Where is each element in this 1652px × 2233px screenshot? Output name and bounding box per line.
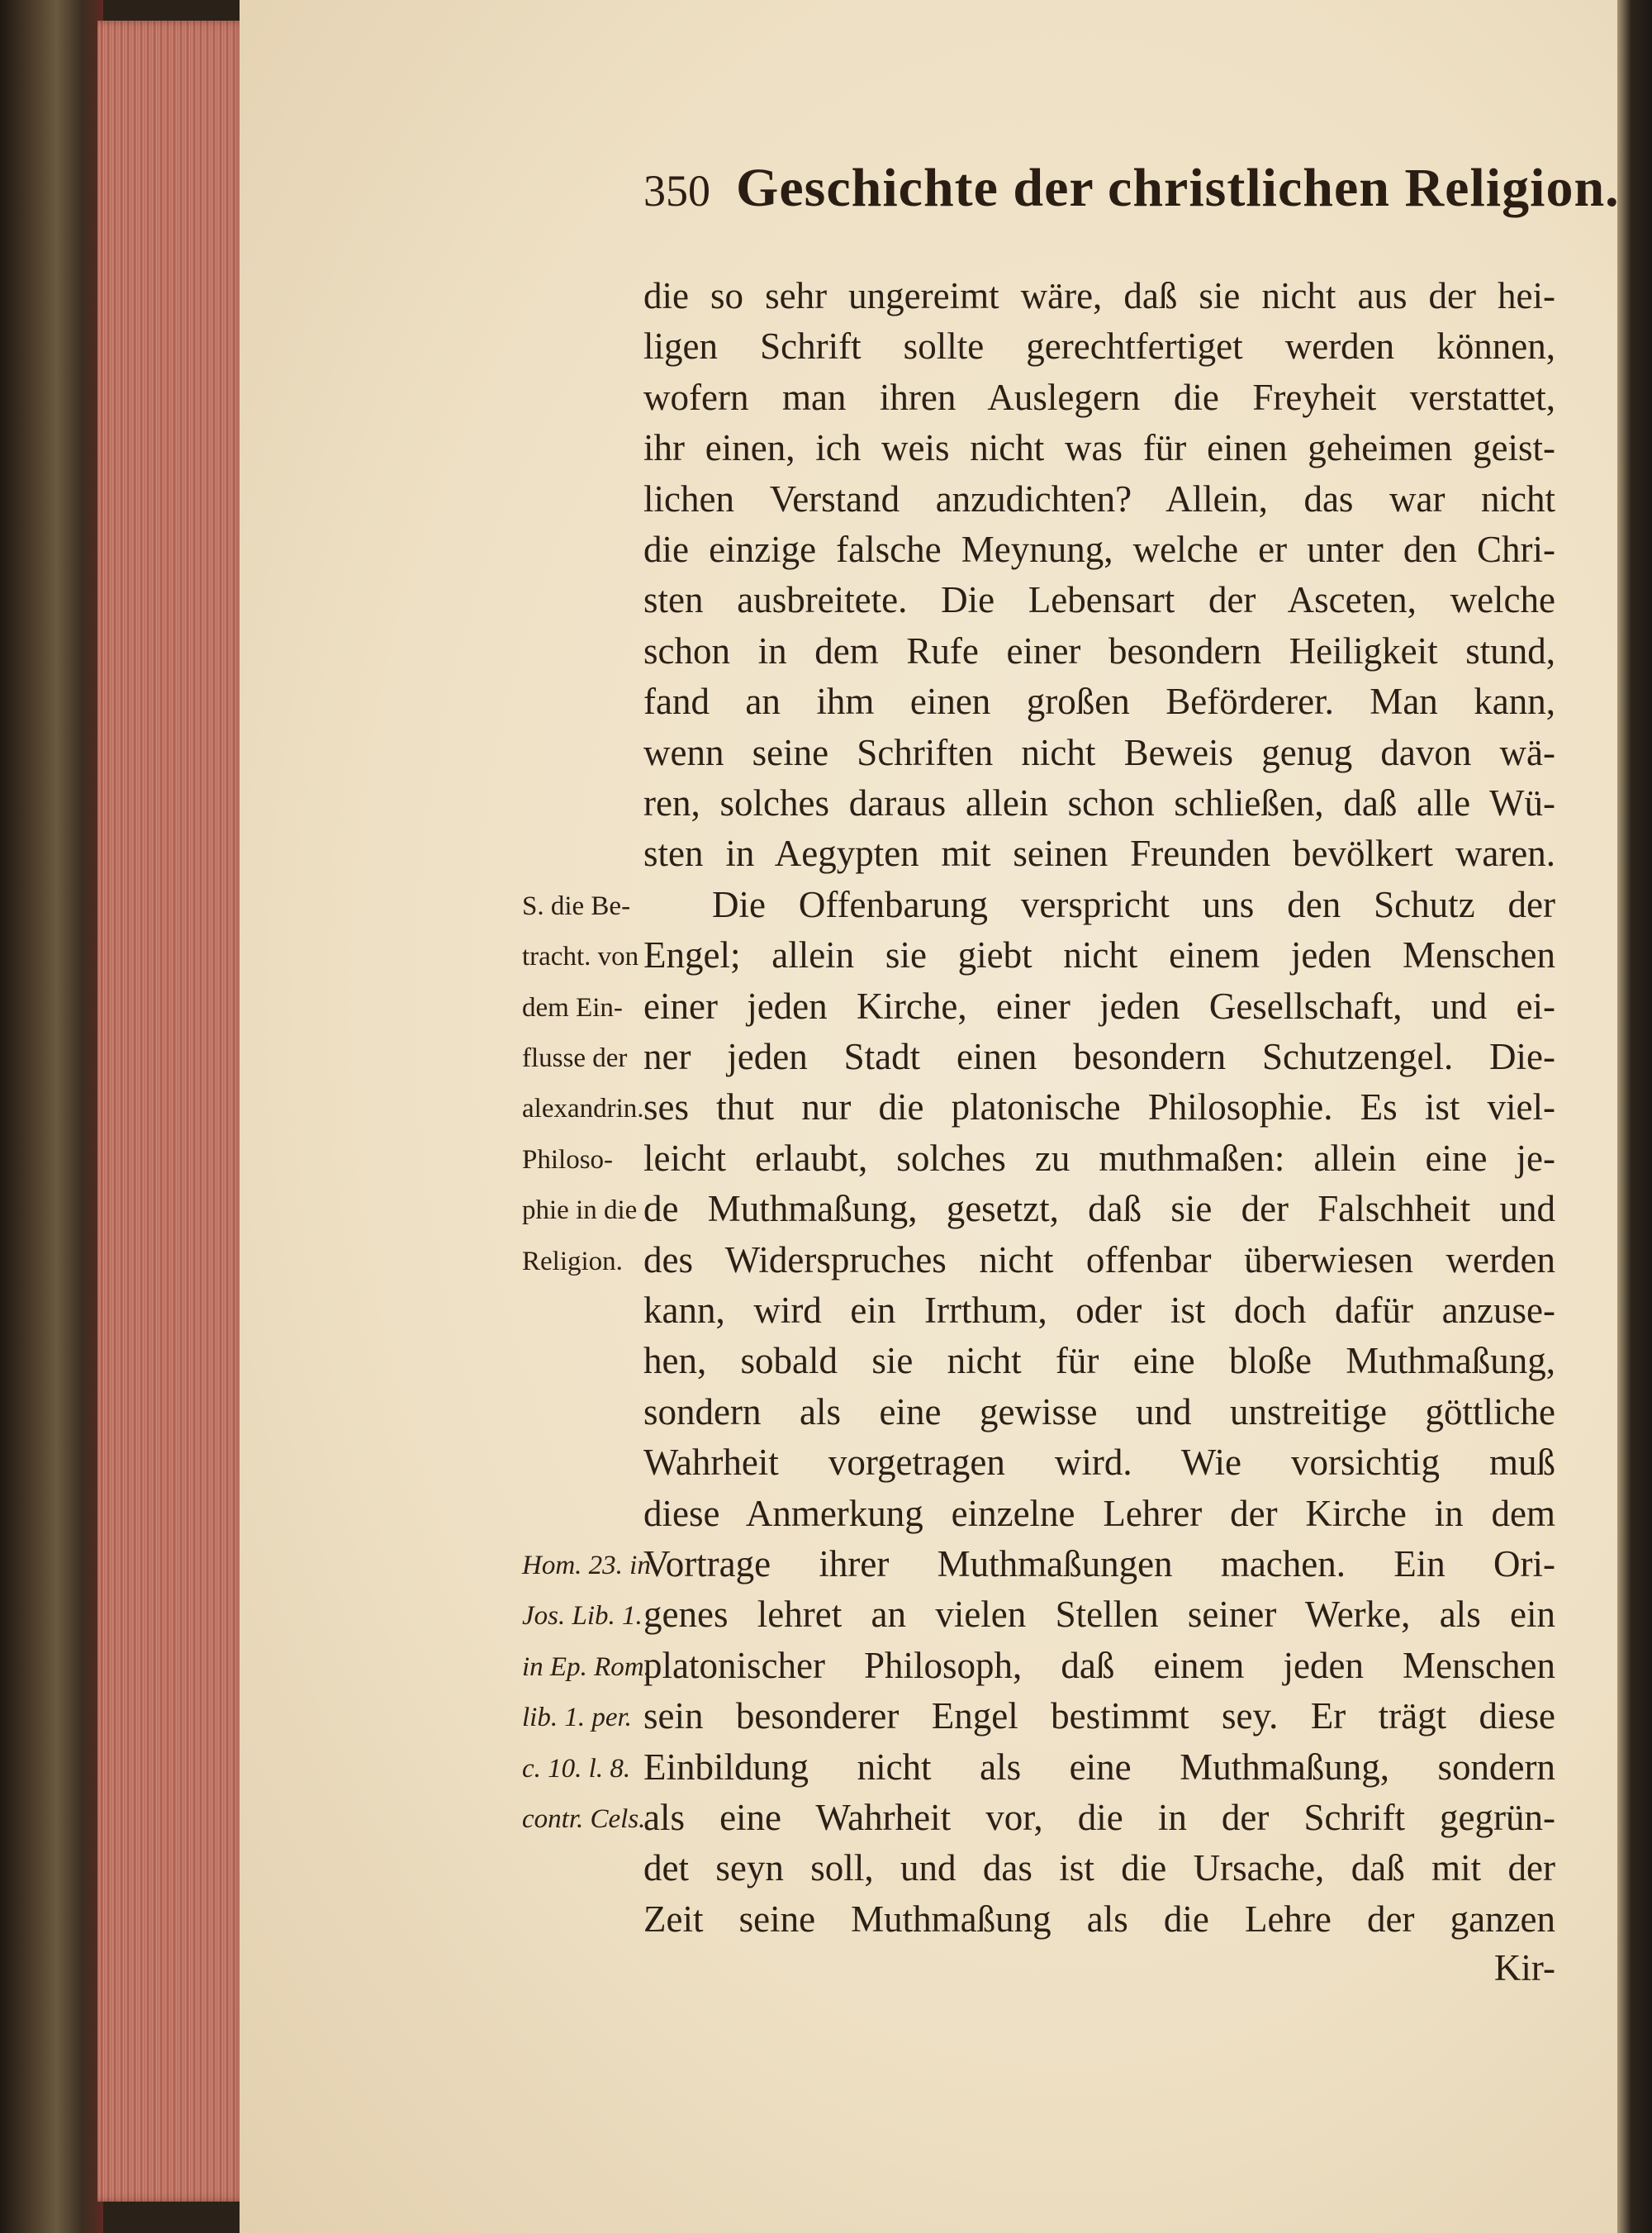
text-line: ligen Schrift sollte gerechtfertiget werden können, — [643, 325, 1555, 368]
text-line: ihr einen, ich weis nicht was für einen geheimen geist- — [643, 427, 1555, 469]
marginal-note-line: flusse der — [522, 1043, 628, 1073]
text-line: Zeit seine Muthmaßung als die Lehre der ganzen — [643, 1898, 1555, 1940]
catchword: Kir- — [1493, 1947, 1555, 1989]
text-line: diese Anmerkung einzelne Lehrer der Kirche in dem — [643, 1492, 1555, 1534]
marginal-note-line: dem Ein- — [522, 992, 623, 1023]
text-line: die einzige falsche Meynung, welche er unter den Chri- — [643, 529, 1555, 570]
text-line: einer jeden Kirche, einer jeden Gesellschaft, und ei- — [643, 985, 1555, 1027]
running-title: Geschichte der christlichen Religion. — [736, 158, 1620, 218]
text-line: ner jeden Stadt einen besondern Schutzengel. Die- — [643, 1036, 1555, 1077]
marginal-note-line: Religion. — [522, 1246, 623, 1276]
text-line: wofern man ihren Auslegern die Freyheit verstattet, — [643, 376, 1555, 418]
text-line: Engel; allein sie giebt nicht einem jeden Menschen — [643, 934, 1555, 976]
marginal-note-line: contr. Cels. — [522, 1804, 646, 1834]
marginal-note-line: S. die Be- — [522, 891, 631, 921]
text-line: genes lehret an vielen Stellen seiner Werke, als ein — [643, 1594, 1555, 1636]
facing-page-edge — [1617, 0, 1652, 2233]
text-line: wenn seine Schriften nicht Beweis genug davon wä- — [643, 731, 1555, 773]
marginal-note-line: Jos. Lib. 1. — [522, 1601, 643, 1632]
text-line: lichen Verstand anzudichten? Allein, das war nicht — [643, 477, 1555, 520]
page-fore-edge — [97, 21, 246, 2202]
text-line: ren, solches daraus allein schon schließen, daß alle Wü- — [643, 782, 1555, 824]
marginal-note-line: Philoso- — [522, 1144, 614, 1175]
text-line: sten in Aegypten mit seinen Freunden bevölkert waren. — [643, 833, 1555, 875]
text-line: schon in dem Rufe einer besondern Heiligkeit stund, — [643, 630, 1555, 672]
text-line: Die Offenbarung verspricht uns den Schutz der — [712, 883, 1555, 925]
text-line: platonischer Philosoph, daß einem jeden Menschen — [643, 1644, 1555, 1686]
text-line: sondern als eine gewisse und unstreitige göttliche — [643, 1390, 1555, 1432]
text-line: de Muthmaßung, gesetzt, daß sie der Falschheit und — [643, 1188, 1555, 1230]
text-line: Einbildung nicht als eine Muthmaßung, sondern — [643, 1746, 1555, 1788]
text-line: Wahrheit vorgetragen wird. Wie vorsichtig muß — [643, 1442, 1555, 1484]
text-line: als eine Wahrheit vor, die in der Schrift gegrün- — [643, 1797, 1555, 1838]
text-line: leicht erlaubt, solches zu muthmaßen: allein eine je- — [643, 1137, 1555, 1179]
text-line: sten ausbreitete. Die Lebensart der Asceten, welche — [643, 579, 1555, 621]
text-line: kann, wird ein Irrthum, oder ist doch dafür anzuse- — [643, 1290, 1555, 1331]
marginal-note-line: Hom. 23. in — [522, 1551, 651, 1580]
marginal-note-line: tracht. von — [522, 942, 639, 972]
text-line: die so sehr ungereimt wäre, daß sie nicht aus der hei- — [643, 275, 1555, 316]
page-header — [643, 157, 1620, 223]
text-line: det seyn soll, und das ist die Ursache, daß mit der — [643, 1847, 1555, 1889]
text-line: sein besonderer Engel bestimmt sey. Er trägt diese — [643, 1695, 1555, 1737]
text-line: des Widerspruches nicht offenbar überwiesen werden — [643, 1238, 1555, 1280]
text-line: ses thut nur die platonische Philosophie. Es ist viel- — [643, 1086, 1555, 1128]
book-cover-leather — [0, 0, 103, 2233]
text-line: hen, sobald sie nicht für eine bloße Muthmaßung, — [643, 1340, 1555, 1382]
marginal-note-line: in Ep. Rom. — [522, 1651, 651, 1682]
page-number: 350 — [643, 166, 710, 216]
text-line: Vortrage ihrer Muthmaßungen machen. Ein Ori- — [643, 1543, 1555, 1584]
marginal-note-line: phie in die — [522, 1195, 638, 1226]
text-line: fand an ihm einen großen Beförderer. Man kann, — [643, 681, 1555, 723]
marginal-note-line: c. 10. l. 8. — [522, 1753, 631, 1784]
marginal-note-line: alexandrin. — [522, 1094, 644, 1124]
marginal-note-line: lib. 1. per. — [522, 1703, 632, 1733]
